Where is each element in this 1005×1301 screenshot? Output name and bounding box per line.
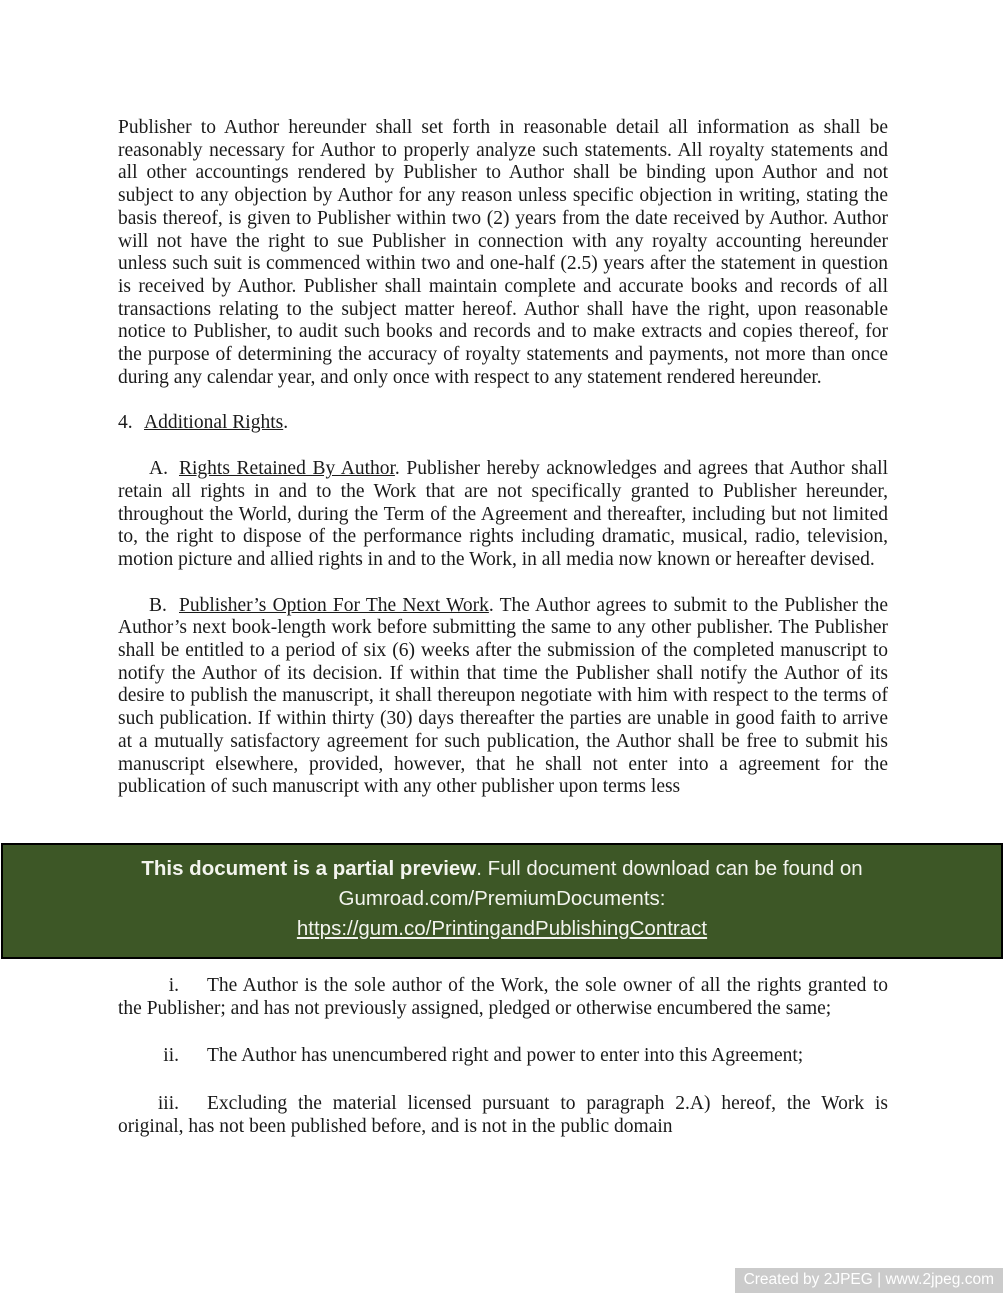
item-iii-numeral: iii. [157, 1093, 179, 1115]
clause-b-paragraph [118, 595, 888, 799]
clause-a-heading: Rights Retained By Author [179, 458, 395, 480]
clause-b-heading: Publisher’s Option For The Next Work [179, 594, 489, 616]
warranty-item-i [118, 975, 888, 1020]
paragraph-royalty-accounting: Publisher to Author hereunder shall set forth in reasonable detail all information as shall be reasonably necessary for Author to properly analyze such statements. All royalty statements and all other accountings rendered by Publisher to Author shall be binding upon Author and not subject to any objection by Author for any reason unless specific objection in writing, stating the basis thereof, is given to Publisher within two (2) years from the date received by Author. Author will not have the right to sue Publisher in connection with any royalty accounting hereunder unless such suit is commenced within two and one-half (2.5) years after the statement in question is received by Author. Publisher shall maintain complete and accurate books and records of all transactions relating to the subject matter hereof. Author shall have the right, upon reasonable notice to Publisher, to audit such books and records and to make extracts and copies thereof, for the purpose of determining the accuracy of royalty statements and payments, not more than once during any calendar year, and only once with respect to any statement rendered hereunder. [118, 117, 888, 388]
section-4-number: 4. [118, 412, 133, 434]
banner-line-2: Gumroad.com/PremiumDocuments: [338, 887, 666, 910]
clause-b-letter: B. [149, 594, 167, 616]
preview-download-link[interactable]: https://gum.co/PrintingandPublishingContract [296, 917, 708, 940]
warranty-item-iii [118, 1093, 888, 1138]
clause-a-letter: A. [149, 458, 168, 480]
item-i-text: The Author is the sole author of the Work, the sole owner of all the rights granted to the Publisher; and has not previously assigned, pledged or otherwise encumbered the same; [118, 975, 888, 1019]
banner-bold-text: This document is a partial preview [141, 857, 477, 880]
clause-a-paragraph [118, 458, 888, 572]
item-ii-text: The Author has unencumbered right and power to enter into this Agreement; [207, 1045, 804, 1067]
banner-line1-rest: . Full document download can be found on [476, 857, 863, 880]
clause-a-body: . Publisher hereby acknowledges and agrees that Author shall retain all rights in and to the Work that are not specifically granted to Publisher hereunder, throughout the World, during the Term of the Agreement and thereafter, including but not limited to, the right to dispose of the performance rights including dramatic, musical, radio, television, motion picture and allied rights in and to the Work, in all media now known or hereafter devised. [118, 458, 888, 570]
warranty-item-ii [118, 1045, 888, 1068]
item-ii-numeral: ii. [163, 1045, 179, 1067]
clause-b-body: . The Author agrees to submit to the Publisher the Author’s next book-length work before submitting the same to any other publisher. The Publisher shall be entitled to a period of six (6) weeks after the submission of the completed manuscript to notify the Author of its decision. If within that time the Publisher shall notify the Author of its desire to publish the manuscript, it shall thereupon negotiate with him with respect to the terms of such publication. If within thirty (30) days thereafter the parties are unable in good faith to arrive at a mutually satisfactory agreement for such publication, the Author shall be free to submit his manuscript elsewhere, provided, however, that he shall not enter into a agreement for the publication of such manuscript with any other publisher upon terms less [118, 594, 889, 798]
section-4-title-period: . [283, 412, 289, 434]
contract-body [118, 0, 888, 822]
section-4-heading [118, 412, 888, 435]
banner-line-1 [3, 854, 1001, 884]
warranty-items-section [118, 975, 888, 1164]
section-4-title: Additional Rights [144, 412, 284, 434]
item-i-numeral: i. [168, 975, 179, 996]
watermark-badge: Created by 2JPEG | www.2jpeg.com [735, 1268, 1003, 1293]
item-iii-text: Excluding the material licensed pursuant to paragraph 2.A) hereof, the Work is original, has not been published before, and is not in the public domain [118, 1093, 888, 1137]
preview-banner [1, 843, 1003, 959]
